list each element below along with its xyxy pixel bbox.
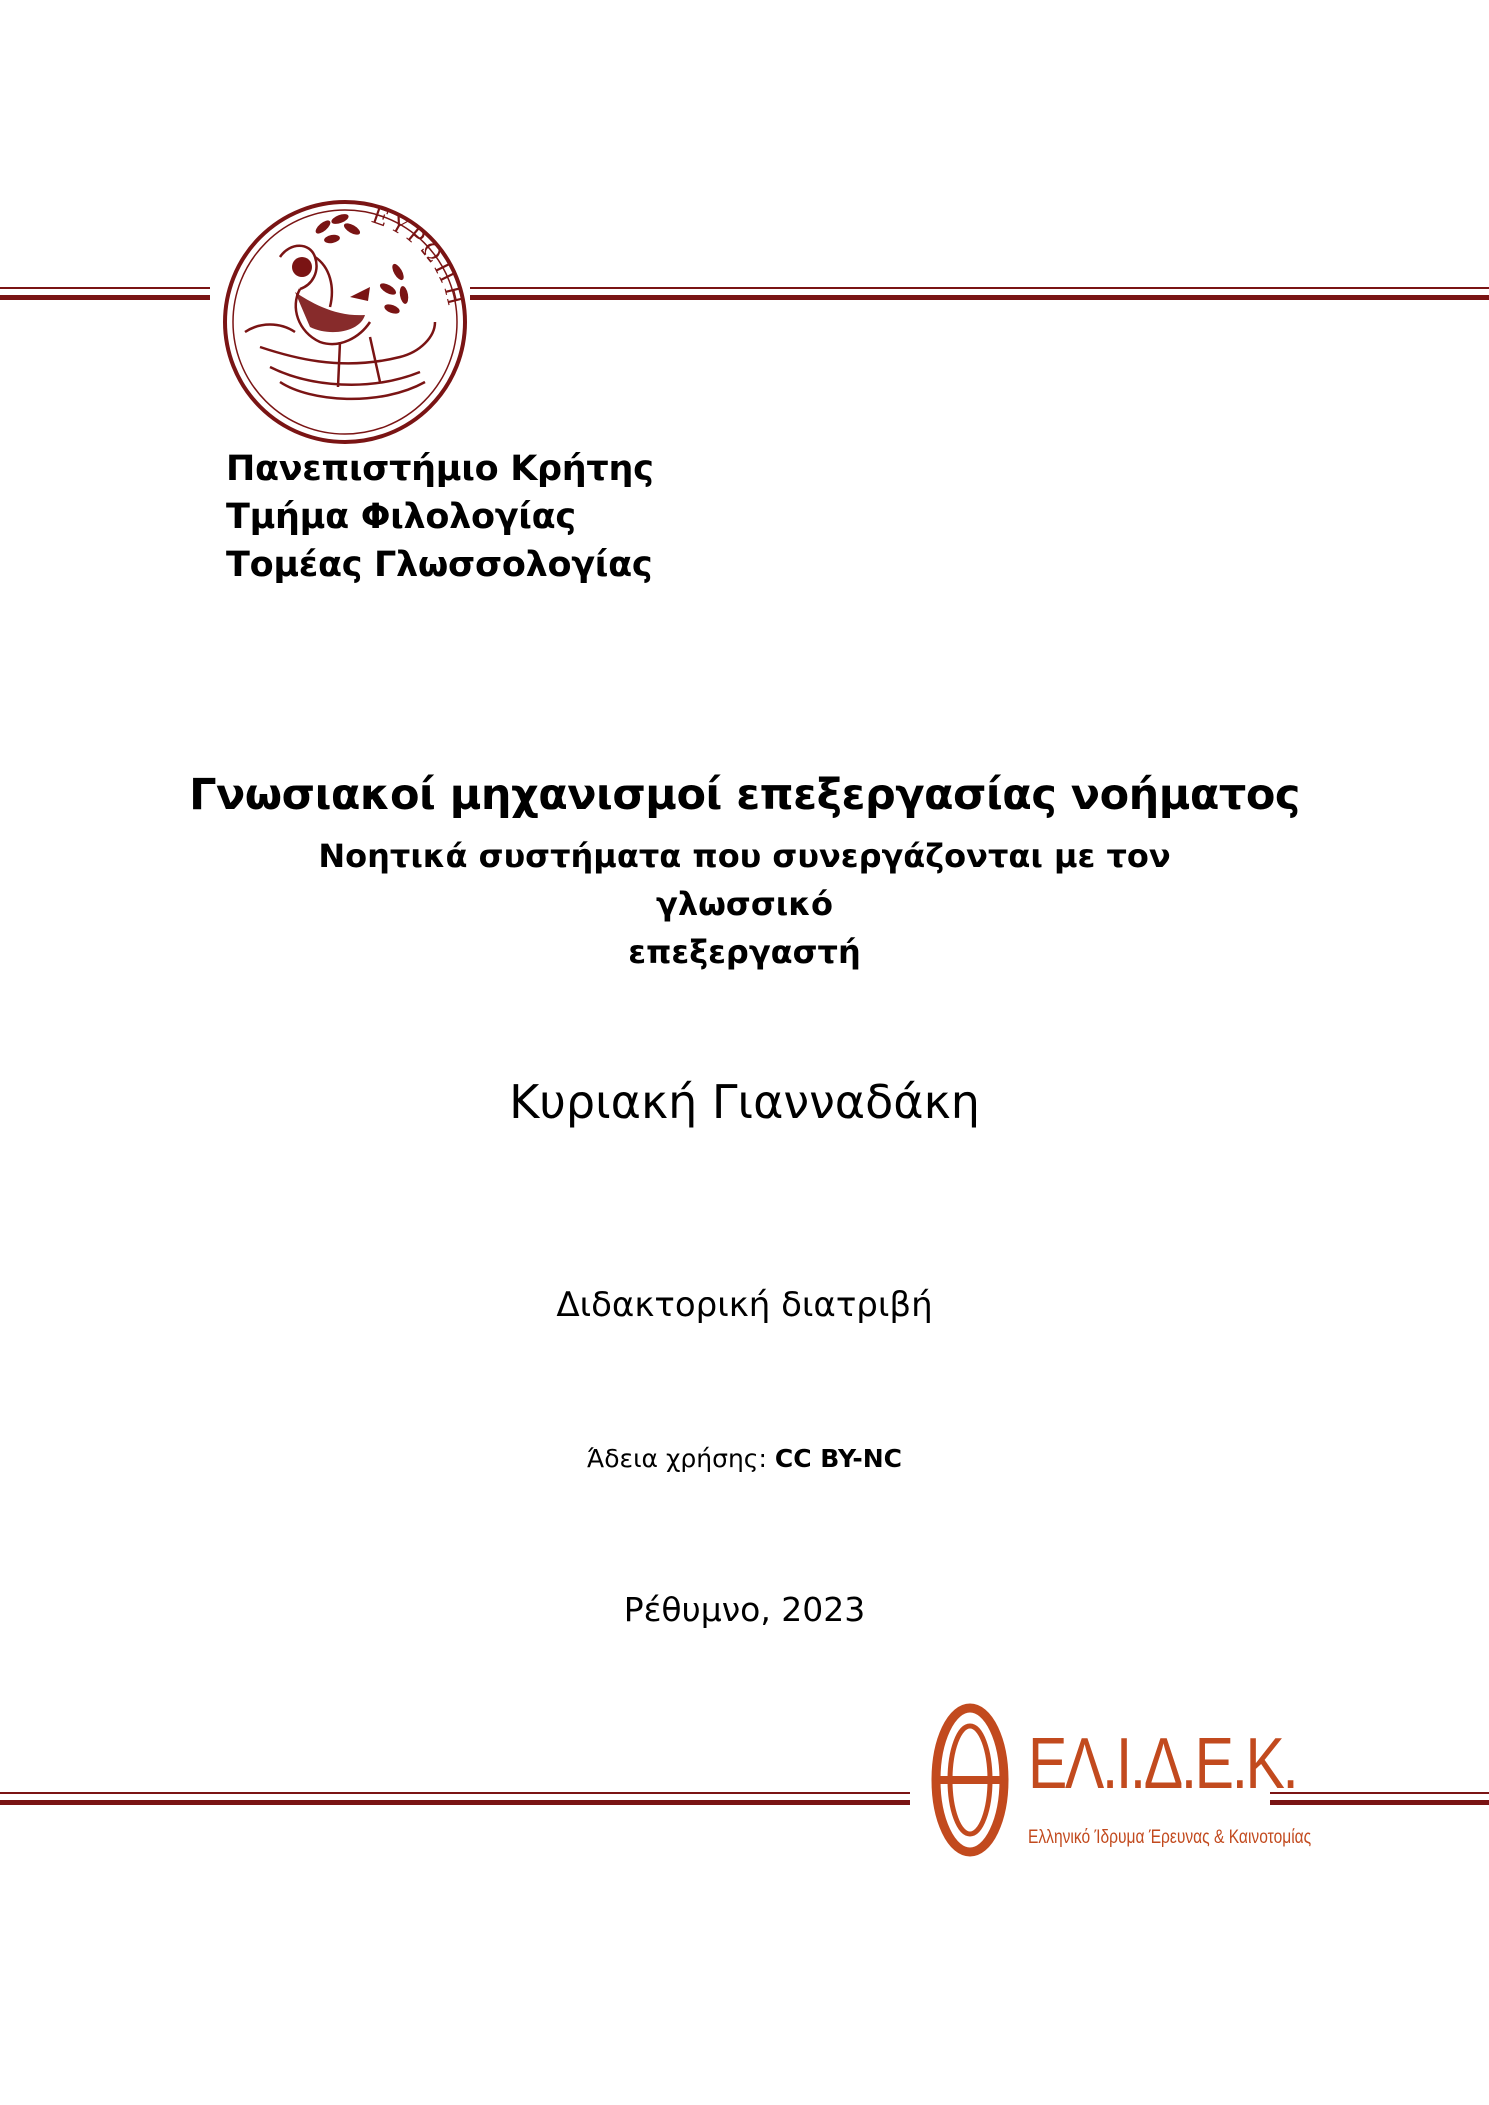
elidek-tagline: Ελληνικό Ίδρυμα Έρευνας & Καινοτομίας [1028, 1827, 1312, 1848]
seal-text: ΕΥΡΩΠΗ [368, 203, 469, 312]
thesis-title: Γνωσιακοί μηχανισμοί επεξεργασίας νοήματος [189, 770, 1300, 820]
thesis-subtitle-line1: Νοητικά συστήματα που συνεργάζονται με τον γλωσσικό [318, 837, 1171, 923]
license-label: Άδεια χρήσης: [586, 1444, 767, 1473]
elidek-mark-icon [930, 1700, 1010, 1860]
license-line [0, 1444, 1489, 1473]
place-date: Ρέθυμνο, 2023 [623, 1590, 866, 1629]
elidek-logo [930, 1695, 1312, 1865]
elidek-name: ΕΛ.Ι.Δ.Ε.Κ. [1028, 1724, 1297, 1804]
department-name: Τμήμα Φιλολογίας [226, 497, 576, 537]
section-name: Τομέας Γλωσσολογίας [226, 545, 653, 585]
document-type: Διδακτορική διατριβή [556, 1285, 933, 1325]
svg-text:ΕΥΡΩΠΗ [368, 204, 468, 312]
author-name: Κυριακή Γιανναδάκη [509, 1075, 980, 1129]
university-seal-logo [220, 197, 470, 447]
thesis-subtitle-line2: επεξεργαστή [628, 933, 861, 971]
institution-block [226, 445, 654, 589]
thesis-subtitle [0, 832, 1489, 976]
license-value: CC BY-NC [774, 1444, 903, 1473]
university-name: Πανεπιστήμιο Κρήτης [226, 449, 654, 489]
